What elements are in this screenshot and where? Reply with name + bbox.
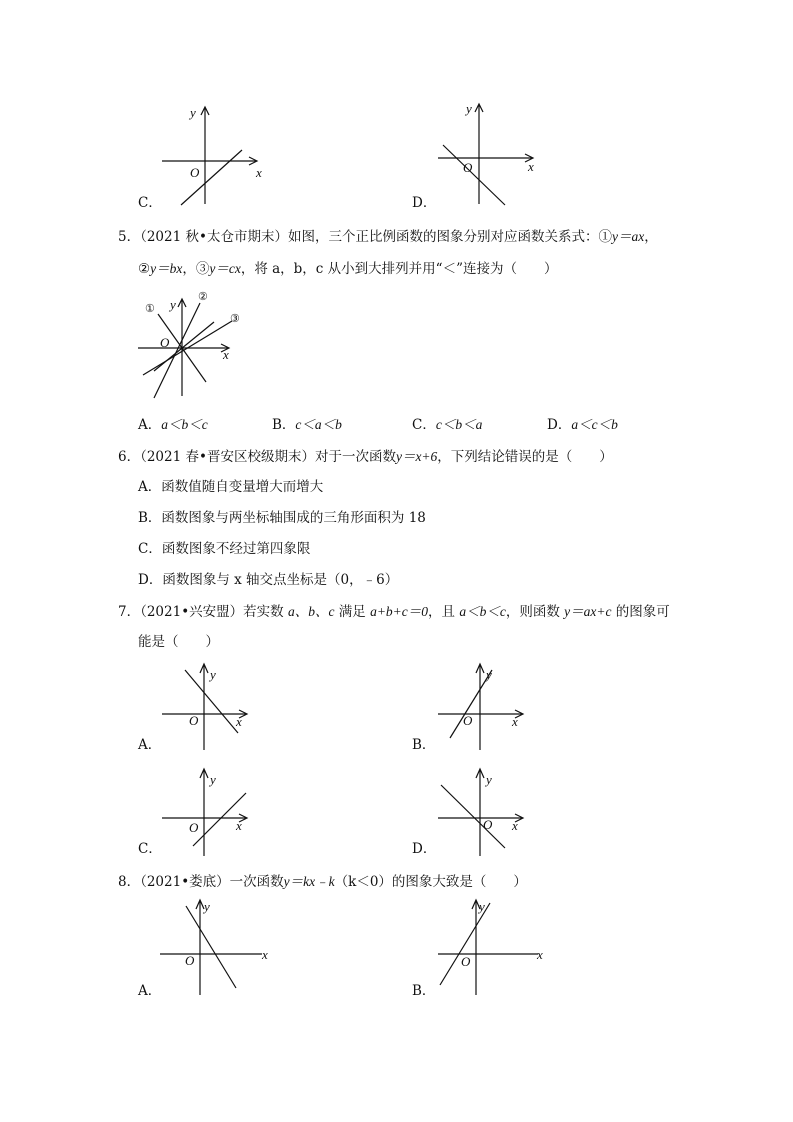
q7-option-c[interactable]: C． [138,841,162,857]
q5-option-c[interactable]: C．c＜b＜a [412,417,483,433]
q7-option-b[interactable]: B． [412,737,436,753]
q8-stem: 8．（2021•娄底）一次函数y＝kx﹣k（k＜0）的图象大致是（ ） [118,874,527,890]
y-axis-label: y [486,667,492,682]
x-axis-label: x [236,714,242,729]
x-axis-label: x [223,347,229,362]
origin-label: O [190,165,200,180]
q7-option-d[interactable]: D． [412,841,437,857]
q5-option-b[interactable]: B．c＜a＜b [272,417,342,433]
q8-option-b[interactable]: B． [412,983,436,999]
q7-option-a[interactable]: A． [138,737,162,753]
q6-option-d[interactable]: D．函数图象与 x 轴交点坐标是（0，﹣6） [138,572,399,588]
origin-label: O [461,954,471,969]
q5-stem-line1: 5．（2021 秋•太仓市期末）如图，三个正比例函数的图象分别对应函数关系式：①y＝ax， [118,229,658,245]
y-axis-label: y [210,772,216,787]
y-axis-label: y [466,101,472,116]
origin-label: O [483,817,493,832]
line-3-marker: ③ [230,313,240,325]
q6-option-c[interactable]: C．函数图象不经过第四象限 [138,541,311,557]
y-axis-label: y [486,772,492,787]
origin-label: O [160,335,170,350]
q7-stem-line1: 7．（2021•兴安盟）若实数 a、b、c 满足 a+b+c＝0，且 a＜b＜c，则函数 y＝ax+c 的图象可 [118,604,670,620]
q6-stem: 6．（2021 春•晋安区校级期末）对于一次函数y＝x+6，下列结论错误的是（ ） [118,449,613,465]
y-axis-label: y [190,105,196,120]
q5-stem-line2: ②y＝bx，③y＝cx，将 a，b，c 从小到大排列并用“＜”连接为（ ） [138,261,558,277]
x-axis-label: x [528,159,534,174]
q8-option-a[interactable]: A． [138,983,162,999]
origin-label: O [185,953,195,968]
x-axis-label: x [512,818,518,833]
q5-option-d[interactable]: D．a＜c＜b [547,417,618,433]
q6-option-b[interactable]: B．函数图象与两坐标轴围成的三角形面积为 18 [138,510,426,526]
option-d-label: D． [412,195,437,211]
x-axis-label: x [256,165,262,180]
x-axis-label: x [262,947,268,962]
origin-label: O [189,820,199,835]
x-axis-label: x [537,947,543,962]
option-c-label: C． [138,195,162,211]
y-axis-label: y [210,667,216,682]
q7-stem-line2: 能是（ ） [138,634,219,650]
q6-option-a[interactable]: A．函数值随自变量增大而增大 [138,479,324,495]
x-axis-label: x [236,818,242,833]
line-1-marker: ① [145,303,155,315]
y-axis-label: y [204,899,210,914]
y-axis-label: y [170,297,176,312]
origin-label: O [463,713,473,728]
x-axis-label: x [512,714,518,729]
origin-label: O [189,713,199,728]
origin-label: O [463,160,473,175]
q5-option-a[interactable]: A．a＜b＜c [138,417,208,433]
line-2-marker: ② [198,291,208,303]
y-axis-label: y [479,899,485,914]
